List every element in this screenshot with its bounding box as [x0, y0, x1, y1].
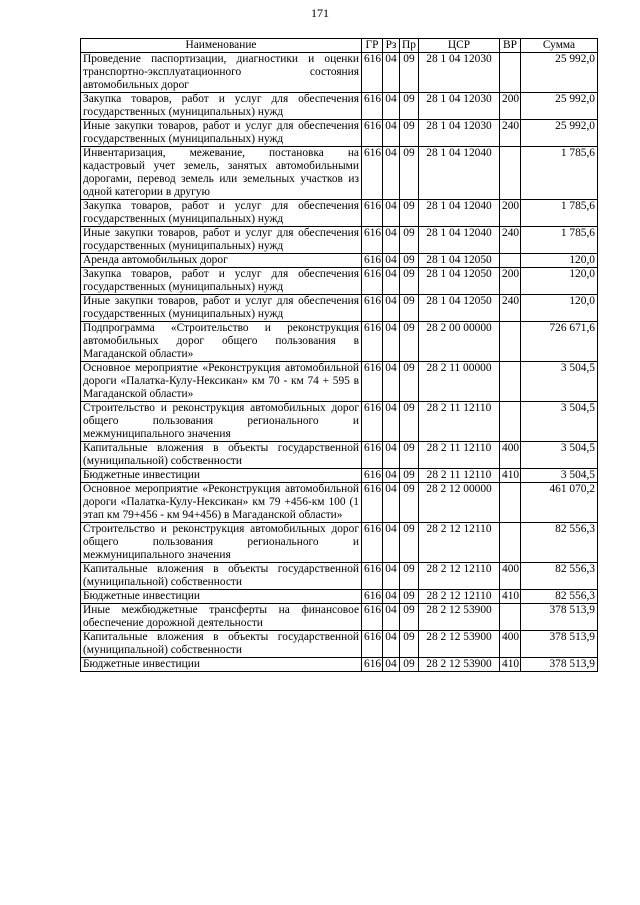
cell-pr: 09 — [400, 590, 419, 604]
cell-sum: 3 504,5 — [521, 402, 598, 442]
cell-name: Закупка товаров, работ и услуг для обеспечения государственных (муниципальных) нужд — [81, 200, 362, 227]
table-row — [81, 523, 598, 563]
cell-name: Закупка товаров, работ и услуг для обеспечения государственных (муниципальных) нужд — [81, 93, 362, 120]
cell-gr: 616 — [362, 268, 383, 295]
cell-csr: 28 2 00 00000 — [419, 322, 500, 362]
cell-gr: 616 — [362, 631, 383, 658]
cell-csr: 28 2 12 53900 — [419, 604, 500, 631]
cell-vr: 400 — [500, 442, 521, 469]
table-row — [81, 604, 598, 631]
cell-name: Бюджетные инвестиции — [81, 658, 362, 672]
cell-pr: 09 — [400, 631, 419, 658]
table-row — [81, 147, 598, 200]
cell-csr: 28 1 04 12030 — [419, 120, 500, 147]
cell-pr: 09 — [400, 523, 419, 563]
cell-vr — [500, 322, 521, 362]
header-sum: Сумма — [521, 39, 598, 53]
cell-sum: 461 070,2 — [521, 483, 598, 523]
cell-pr: 09 — [400, 53, 419, 93]
cell-gr: 616 — [362, 402, 383, 442]
cell-csr: 28 1 04 12030 — [419, 53, 500, 93]
cell-csr: 28 1 04 12050 — [419, 295, 500, 322]
cell-vr — [500, 483, 521, 523]
cell-sum: 120,0 — [521, 254, 598, 268]
table-row — [81, 631, 598, 658]
cell-name: Строительство и реконструкция автомобильных дорог общего пользования регионального и межмуниципального значения — [81, 523, 362, 563]
cell-vr: 410 — [500, 469, 521, 483]
cell-name: Иные закупки товаров, работ и услуг для обеспечения государственных (муниципальных) нужд — [81, 295, 362, 322]
header-csr: ЦСР — [419, 39, 500, 53]
cell-name: Бюджетные инвестиции — [81, 590, 362, 604]
cell-pr: 09 — [400, 200, 419, 227]
cell-csr: 28 2 11 12110 — [419, 402, 500, 442]
cell-vr — [500, 147, 521, 200]
table-row — [81, 483, 598, 523]
cell-gr: 616 — [362, 254, 383, 268]
cell-gr: 616 — [362, 120, 383, 147]
cell-pr: 09 — [400, 402, 419, 442]
cell-gr: 616 — [362, 362, 383, 402]
cell-sum: 3 504,5 — [521, 469, 598, 483]
cell-sum: 82 556,3 — [521, 563, 598, 590]
cell-name: Иные закупки товаров, работ и услуг для обеспечения государственных (муниципальных) нужд — [81, 120, 362, 147]
cell-gr: 616 — [362, 604, 383, 631]
table-row — [81, 362, 598, 402]
cell-pr: 09 — [400, 268, 419, 295]
cell-name: Иные закупки товаров, работ и услуг для обеспечения государственных (муниципальных) нужд — [81, 227, 362, 254]
cell-gr: 616 — [362, 322, 383, 362]
cell-rz: 04 — [383, 295, 400, 322]
header-rz: Рз — [383, 39, 400, 53]
cell-sum: 82 556,3 — [521, 523, 598, 563]
header-vr: ВР — [500, 39, 521, 53]
cell-rz: 04 — [383, 227, 400, 254]
header-name: Наименование — [81, 39, 362, 53]
cell-rz: 04 — [383, 200, 400, 227]
cell-csr: 28 2 11 12110 — [419, 442, 500, 469]
cell-rz: 04 — [383, 268, 400, 295]
cell-pr: 09 — [400, 469, 419, 483]
cell-sum: 3 504,5 — [521, 442, 598, 469]
cell-pr: 09 — [400, 483, 419, 523]
cell-name: Капитальные вложения в объекты государственной (муниципальной) собственности — [81, 631, 362, 658]
cell-name: Иные межбюджетные трансферты на финансовое обеспечение дорожной деятельности — [81, 604, 362, 631]
cell-rz: 04 — [383, 93, 400, 120]
table-body — [81, 53, 598, 672]
cell-sum: 3 504,5 — [521, 362, 598, 402]
cell-sum: 82 556,3 — [521, 590, 598, 604]
cell-gr: 616 — [362, 590, 383, 604]
cell-name: Инвентаризация, межевание, постановка на кадастровый учет земель, занятых автомобильными дорогами, перевод земель или земельных участков из одной категории в другую — [81, 147, 362, 200]
cell-gr: 616 — [362, 93, 383, 120]
cell-vr — [500, 604, 521, 631]
cell-rz: 04 — [383, 483, 400, 523]
cell-vr: 400 — [500, 563, 521, 590]
table-row — [81, 590, 598, 604]
cell-gr: 616 — [362, 200, 383, 227]
cell-pr: 09 — [400, 227, 419, 254]
cell-pr: 09 — [400, 93, 419, 120]
cell-sum: 120,0 — [521, 268, 598, 295]
table-row — [81, 469, 598, 483]
cell-csr: 28 2 12 53900 — [419, 631, 500, 658]
cell-sum: 378 513,9 — [521, 604, 598, 631]
cell-sum: 120,0 — [521, 295, 598, 322]
cell-vr: 240 — [500, 227, 521, 254]
cell-sum: 25 992,0 — [521, 53, 598, 93]
cell-csr: 28 2 11 00000 — [419, 362, 500, 402]
cell-csr: 28 1 04 12030 — [419, 93, 500, 120]
table-row — [81, 254, 598, 268]
cell-gr: 616 — [362, 227, 383, 254]
table-row — [81, 658, 598, 672]
cell-gr: 616 — [362, 563, 383, 590]
cell-rz: 04 — [383, 362, 400, 402]
table-row — [81, 120, 598, 147]
cell-rz: 04 — [383, 120, 400, 147]
table-row — [81, 402, 598, 442]
cell-pr: 09 — [400, 322, 419, 362]
cell-vr — [500, 402, 521, 442]
cell-gr: 616 — [362, 483, 383, 523]
cell-name: Подпрограмма «Строительство и реконструкция автомобильных дорог общего пользования в Магаданской области» — [81, 322, 362, 362]
cell-sum: 25 992,0 — [521, 93, 598, 120]
table-row — [81, 442, 598, 469]
cell-rz: 04 — [383, 402, 400, 442]
cell-pr: 09 — [400, 295, 419, 322]
header-pr: Пр — [400, 39, 419, 53]
cell-gr: 616 — [362, 523, 383, 563]
cell-rz: 04 — [383, 604, 400, 631]
cell-csr: 28 1 04 12050 — [419, 254, 500, 268]
table-row — [81, 295, 598, 322]
cell-name: Основное мероприятие «Реконструкция автомобильной дороги «Палатка-Кулу-Нексикан» км 79 +456-км 100 (1 этап км 79+456 - км 94+456) в Магаданской области» — [81, 483, 362, 523]
cell-gr: 616 — [362, 147, 383, 200]
table-header-row — [81, 39, 598, 53]
cell-sum: 25 992,0 — [521, 120, 598, 147]
cell-name: Капитальные вложения в объекты государственной (муниципальной) собственности — [81, 563, 362, 590]
cell-pr: 09 — [400, 120, 419, 147]
header-gr: ГР — [362, 39, 383, 53]
cell-rz: 04 — [383, 469, 400, 483]
budget-table — [80, 38, 598, 672]
cell-csr: 28 1 04 12040 — [419, 227, 500, 254]
page-number: 171 — [311, 6, 329, 20]
cell-csr: 28 2 12 00000 — [419, 483, 500, 523]
table-row — [81, 322, 598, 362]
cell-rz: 04 — [383, 442, 400, 469]
cell-sum: 726 671,6 — [521, 322, 598, 362]
cell-vr: 410 — [500, 658, 521, 672]
table-row — [81, 53, 598, 93]
cell-rz: 04 — [383, 658, 400, 672]
cell-rz: 04 — [383, 631, 400, 658]
cell-csr: 28 2 12 53900 — [419, 658, 500, 672]
cell-vr: 240 — [500, 120, 521, 147]
cell-pr: 09 — [400, 442, 419, 469]
cell-csr: 28 2 12 12110 — [419, 563, 500, 590]
cell-vr: 200 — [500, 93, 521, 120]
cell-csr: 28 1 04 12040 — [419, 147, 500, 200]
cell-vr: 200 — [500, 268, 521, 295]
cell-csr: 28 2 12 12110 — [419, 523, 500, 563]
cell-vr — [500, 254, 521, 268]
cell-sum: 1 785,6 — [521, 147, 598, 200]
cell-name: Капитальные вложения в объекты государственной (муниципальной) собственности — [81, 442, 362, 469]
cell-rz: 04 — [383, 590, 400, 604]
cell-gr: 616 — [362, 469, 383, 483]
cell-name: Строительство и реконструкция автомобильных дорог общего пользования регионального и межмуниципального значения — [81, 402, 362, 442]
cell-name: Проведение паспортизации, диагностики и оценки транспортно-эксплуатационного состояния автомобильных дорог — [81, 53, 362, 93]
cell-vr — [500, 53, 521, 93]
cell-pr: 09 — [400, 147, 419, 200]
cell-csr: 28 2 11 12110 — [419, 469, 500, 483]
cell-name: Закупка товаров, работ и услуг для обеспечения государственных (муниципальных) нужд — [81, 268, 362, 295]
cell-rz: 04 — [383, 523, 400, 563]
cell-csr: 28 2 12 12110 — [419, 590, 500, 604]
cell-pr: 09 — [400, 563, 419, 590]
cell-rz: 04 — [383, 563, 400, 590]
cell-name: Основное мероприятие «Реконструкция автомобильной дороги «Палатка-Кулу-Нексикан» км 70 - км 74 + 595 в Магаданской области» — [81, 362, 362, 402]
table-row — [81, 227, 598, 254]
cell-csr: 28 1 04 12050 — [419, 268, 500, 295]
cell-sum: 378 513,9 — [521, 631, 598, 658]
cell-rz: 04 — [383, 53, 400, 93]
table-row — [81, 93, 598, 120]
cell-rz: 04 — [383, 254, 400, 268]
cell-gr: 616 — [362, 53, 383, 93]
table-row — [81, 200, 598, 227]
table-row — [81, 563, 598, 590]
cell-gr: 616 — [362, 442, 383, 469]
cell-name: Бюджетные инвестиции — [81, 469, 362, 483]
cell-name: Аренда автомобильных дорог — [81, 254, 362, 268]
cell-vr: 400 — [500, 631, 521, 658]
cell-pr: 09 — [400, 604, 419, 631]
cell-vr: 410 — [500, 590, 521, 604]
cell-gr: 616 — [362, 295, 383, 322]
cell-sum: 378 513,9 — [521, 658, 598, 672]
cell-rz: 04 — [383, 322, 400, 362]
cell-pr: 09 — [400, 658, 419, 672]
cell-sum: 1 785,6 — [521, 200, 598, 227]
cell-sum: 1 785,6 — [521, 227, 598, 254]
cell-vr: 240 — [500, 295, 521, 322]
cell-vr — [500, 523, 521, 563]
cell-vr: 200 — [500, 200, 521, 227]
table-row — [81, 268, 598, 295]
cell-rz: 04 — [383, 147, 400, 200]
cell-pr: 09 — [400, 362, 419, 402]
cell-csr: 28 1 04 12040 — [419, 200, 500, 227]
cell-pr: 09 — [400, 254, 419, 268]
cell-gr: 616 — [362, 658, 383, 672]
cell-vr — [500, 362, 521, 402]
